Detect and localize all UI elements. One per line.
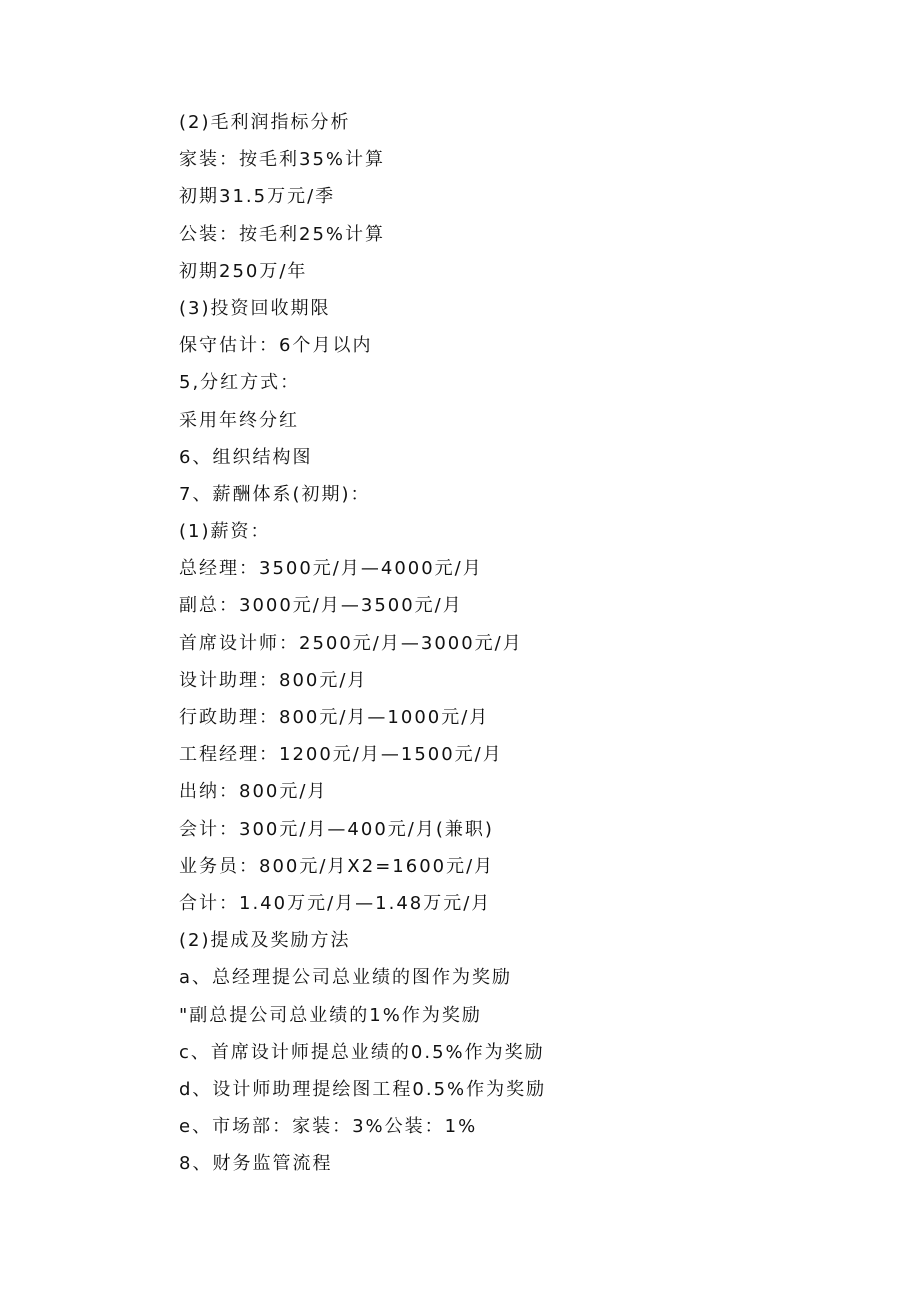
heading-financial-supervision: 8、财务监管流程 xyxy=(179,1153,333,1175)
salary-salesperson: 业务员：800元/月X2=1600元/月 xyxy=(179,855,495,877)
salary-total: 合计：1.40万元/月—1.48万元/月 xyxy=(179,892,492,914)
heading-compensation-system: 7、薪酬体系(初期)： xyxy=(179,483,371,505)
commission-chief-designer: c、首席设计师提总业绩的0.5%作为奖励 xyxy=(179,1041,545,1063)
salary-deputy-gm: 副总：3000元/月—3500元/月 xyxy=(179,595,463,617)
salary-admin-assistant: 行政助理：800元/月—1000元/月 xyxy=(179,707,490,728)
heading-gross-profit-analysis: (2)毛利润指标分析 xyxy=(179,112,351,133)
heading-dividend-method: 5,分红方式： xyxy=(179,372,301,394)
salary-cashier: 出纳：800元/月 xyxy=(179,781,328,803)
commission-marketing: e、市场部：家装：3%公装：1% xyxy=(179,1116,478,1138)
conservative-estimate: 保守估计：6个月以内 xyxy=(179,335,373,357)
salary-engineering-manager: 工程经理：1200元/月—1500元/月 xyxy=(179,744,503,766)
heading-commission-rewards: (2)提成及奖励方法 xyxy=(179,930,351,952)
home-decor-margin: 家装：按毛利35%计算 xyxy=(179,149,386,171)
commission-general-manager: a、总经理提公司总业绩的图作为奖励 xyxy=(179,967,513,989)
salary-general-manager: 总经理：3500元/月—4000元/月 xyxy=(179,558,483,580)
salary-accountant: 会计：300元/月—400元/月(兼职) xyxy=(179,818,494,840)
heading-payback-period: (3)投资回收期限 xyxy=(179,297,331,319)
salary-chief-designer: 首席设计师：2500元/月—3000元/月 xyxy=(179,632,523,654)
document-body xyxy=(179,104,879,1182)
heading-salary: (1)薪资： xyxy=(179,521,271,543)
commission-design-assistant: d、设计师助理提绘图工程0.5%作为奖励 xyxy=(179,1078,547,1100)
year-end-dividend: 采用年终分红 xyxy=(179,409,299,431)
commercial-decor-margin: 公装：按毛利25%计算 xyxy=(179,223,386,245)
commission-deputy-gm: "副总提公司总业绩的1%作为奖励 xyxy=(179,1004,482,1026)
commercial-decor-initial: 初期250万/年 xyxy=(179,260,308,282)
home-decor-initial: 初期31.5万元/季 xyxy=(179,186,336,208)
heading-org-chart: 6、组织结构图 xyxy=(179,446,313,468)
salary-design-assistant: 设计助理：800元/月 xyxy=(179,669,368,691)
